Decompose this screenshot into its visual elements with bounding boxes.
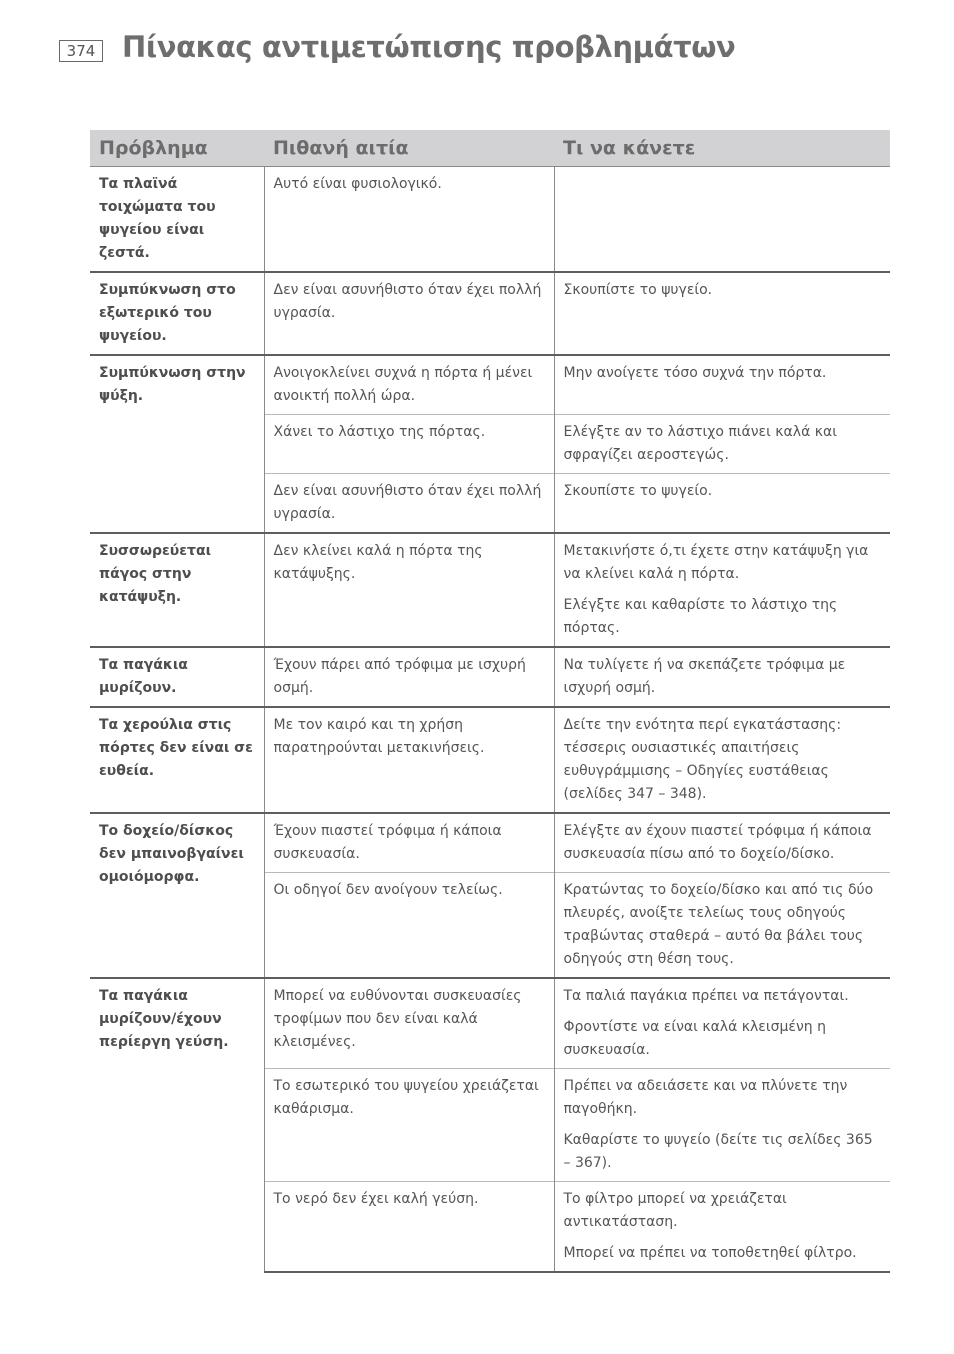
- solution-text: Να τυλίγετε ή να σκεπάζετε τρόφιμα με ισχυρή οσμή.: [563, 657, 846, 696]
- cause-cell: Έχουν πιαστεί τρόφιμα ή κάποια συσκευασία.: [264, 813, 554, 873]
- solution-cell: [554, 355, 890, 415]
- header-cause: Πιθανή αιτία: [264, 130, 554, 167]
- page-title: Πίνακας αντιμετώπισης προβλημάτων: [122, 30, 736, 64]
- cause-cell: Δεν είναι ασυνήθιστο όταν έχει πολλή υγρασία.: [264, 272, 554, 355]
- solution-text: Μπορεί να πρέπει να τοποθετηθεί φίλτρο.: [563, 1245, 857, 1261]
- solution-text: Μην ανοίγετε τόσο συχνά την πόρτα.: [563, 365, 827, 381]
- problem-cell: Τα παγάκια μυρίζουν/έχουν περίεργη γεύση.: [90, 978, 264, 1272]
- solution-text: Το φίλτρο μπορεί να χρειάζεται αντικατάσταση.: [563, 1191, 787, 1230]
- cause-cell: Ανοιγοκλείνει συχνά η πόρτα ή μένει ανοικτή πολλή ώρα.: [264, 355, 554, 415]
- solution-cell: [554, 167, 890, 273]
- solution-cell: [554, 707, 890, 813]
- cause-cell: Έχουν πάρει από τρόφιμα με ισχυρή οσμή.: [264, 647, 554, 707]
- problem-cell: Το δοχείο/δίσκος δεν μπαινοβγαίνει ομοιόμορφα.: [90, 813, 264, 978]
- cause-cell: Μπορεί να ευθύνονται συσκευασίες τροφίμων που δεν είναι καλά κλεισμένες.: [264, 978, 554, 1069]
- problem-cell: Συμπύκνωση στο εξωτερικό του ψυγείου.: [90, 272, 264, 355]
- solution-text: Ελέγξτε και καθαρίστε το λάστιχο της πόρτας.: [563, 597, 838, 636]
- table-row: [90, 533, 890, 647]
- solution-text: Πρέπει να αδειάσετε και να πλύνετε την παγοθήκη.: [563, 1078, 848, 1117]
- solution-text: Φροντίστε να είναι καλά κλεισμένη η συσκευασία.: [563, 1019, 826, 1058]
- table-row: [90, 355, 890, 415]
- solution-text: Μετακινήστε ό,τι έχετε στην κατάψυξη για να κλείνει καλά η πόρτα.: [563, 543, 869, 582]
- table-row: [90, 813, 890, 873]
- solution-cell: [554, 647, 890, 707]
- solution-cell: [554, 272, 890, 355]
- cause-cell: Με τον καιρό και τη χρήση παρατηρούνται μετακινήσεις.: [264, 707, 554, 813]
- header-problem: Πρόβλημα: [90, 130, 264, 167]
- solution-cell: [554, 415, 890, 474]
- solution-cell: [554, 813, 890, 873]
- troubleshooting-table: [90, 130, 890, 1273]
- solution-text: Δείτε την ενότητα περί εγκατάστασης: τέσσερις ουσιαστικές απαιτήσεις ευθυγράμμισης – Οδηγίες ευστάθειας (σελίδες 347 – 348).: [563, 717, 842, 802]
- table-header-row: [90, 130, 890, 167]
- solution-cell: [554, 873, 890, 979]
- problem-cell: Συμπύκνωση στην ψύξη.: [90, 355, 264, 533]
- table-row: [90, 167, 890, 273]
- solution-text: Ελέγξτε αν το λάστιχο πιάνει καλά και σφραγίζει αεροστεγώς.: [563, 424, 837, 463]
- problem-cell: Συσσωρεύεται πάγος στην κατάψυξη.: [90, 533, 264, 647]
- table-row: [90, 707, 890, 813]
- solution-text: Ελέγξτε αν έχουν πιαστεί τρόφιμα ή κάποια συσκευασία πίσω από το δοχείο/δίσκο.: [563, 823, 872, 862]
- solution-text: Τα παλιά παγάκια πρέπει να πετάγονται.: [563, 988, 849, 1004]
- problem-cell: Τα πλαϊνά τοιχώματα του ψυγείου είναι ζεστά.: [90, 167, 264, 273]
- table-body: [90, 167, 890, 1273]
- cause-cell: Αυτό είναι φυσιολογικό.: [264, 167, 554, 273]
- page-number: 374: [59, 40, 103, 62]
- problem-cell: Τα χερούλια στις πόρτες δεν είναι σε ευθεία.: [90, 707, 264, 813]
- table-row: [90, 272, 890, 355]
- table-row: [90, 978, 890, 1069]
- solution-cell: [554, 533, 890, 647]
- cause-cell: Οι οδηγοί δεν ανοίγουν τελείως.: [264, 873, 554, 979]
- cause-cell: Δεν είναι ασυνήθιστο όταν έχει πολλή υγρασία.: [264, 474, 554, 534]
- solution-text: Κρατώντας το δοχείο/δίσκο και από τις δύο πλευρές, ανοίξτε τελείως τους οδηγούς τραβώντας σταθερά – αυτό θα βάλει τους οδηγούς στη θέση τους.: [563, 882, 874, 967]
- cause-cell: Το εσωτερικό του ψυγείου χρειάζεται καθάρισμα.: [264, 1069, 554, 1182]
- solution-cell: [554, 1069, 890, 1182]
- cause-cell: Δεν κλείνει καλά η πόρτα της κατάψυξης.: [264, 533, 554, 647]
- cause-cell: Το νερό δεν έχει καλή γεύση.: [264, 1182, 554, 1273]
- solution-text: Καθαρίστε το ψυγείο (δείτε τις σελίδες 365 – 367).: [563, 1132, 873, 1171]
- solution-cell: [554, 474, 890, 534]
- solution-text: Σκουπίστε το ψυγείο.: [563, 282, 713, 298]
- table-row: [90, 647, 890, 707]
- problem-cell: Τα παγάκια μυρίζουν.: [90, 647, 264, 707]
- solution-text: Σκουπίστε το ψυγείο.: [563, 483, 713, 499]
- solution-cell: [554, 1182, 890, 1273]
- solution-cell: [554, 978, 890, 1069]
- cause-cell: Χάνει το λάστιχο της πόρτας.: [264, 415, 554, 474]
- header-solution: Τι να κάνετε: [554, 130, 890, 167]
